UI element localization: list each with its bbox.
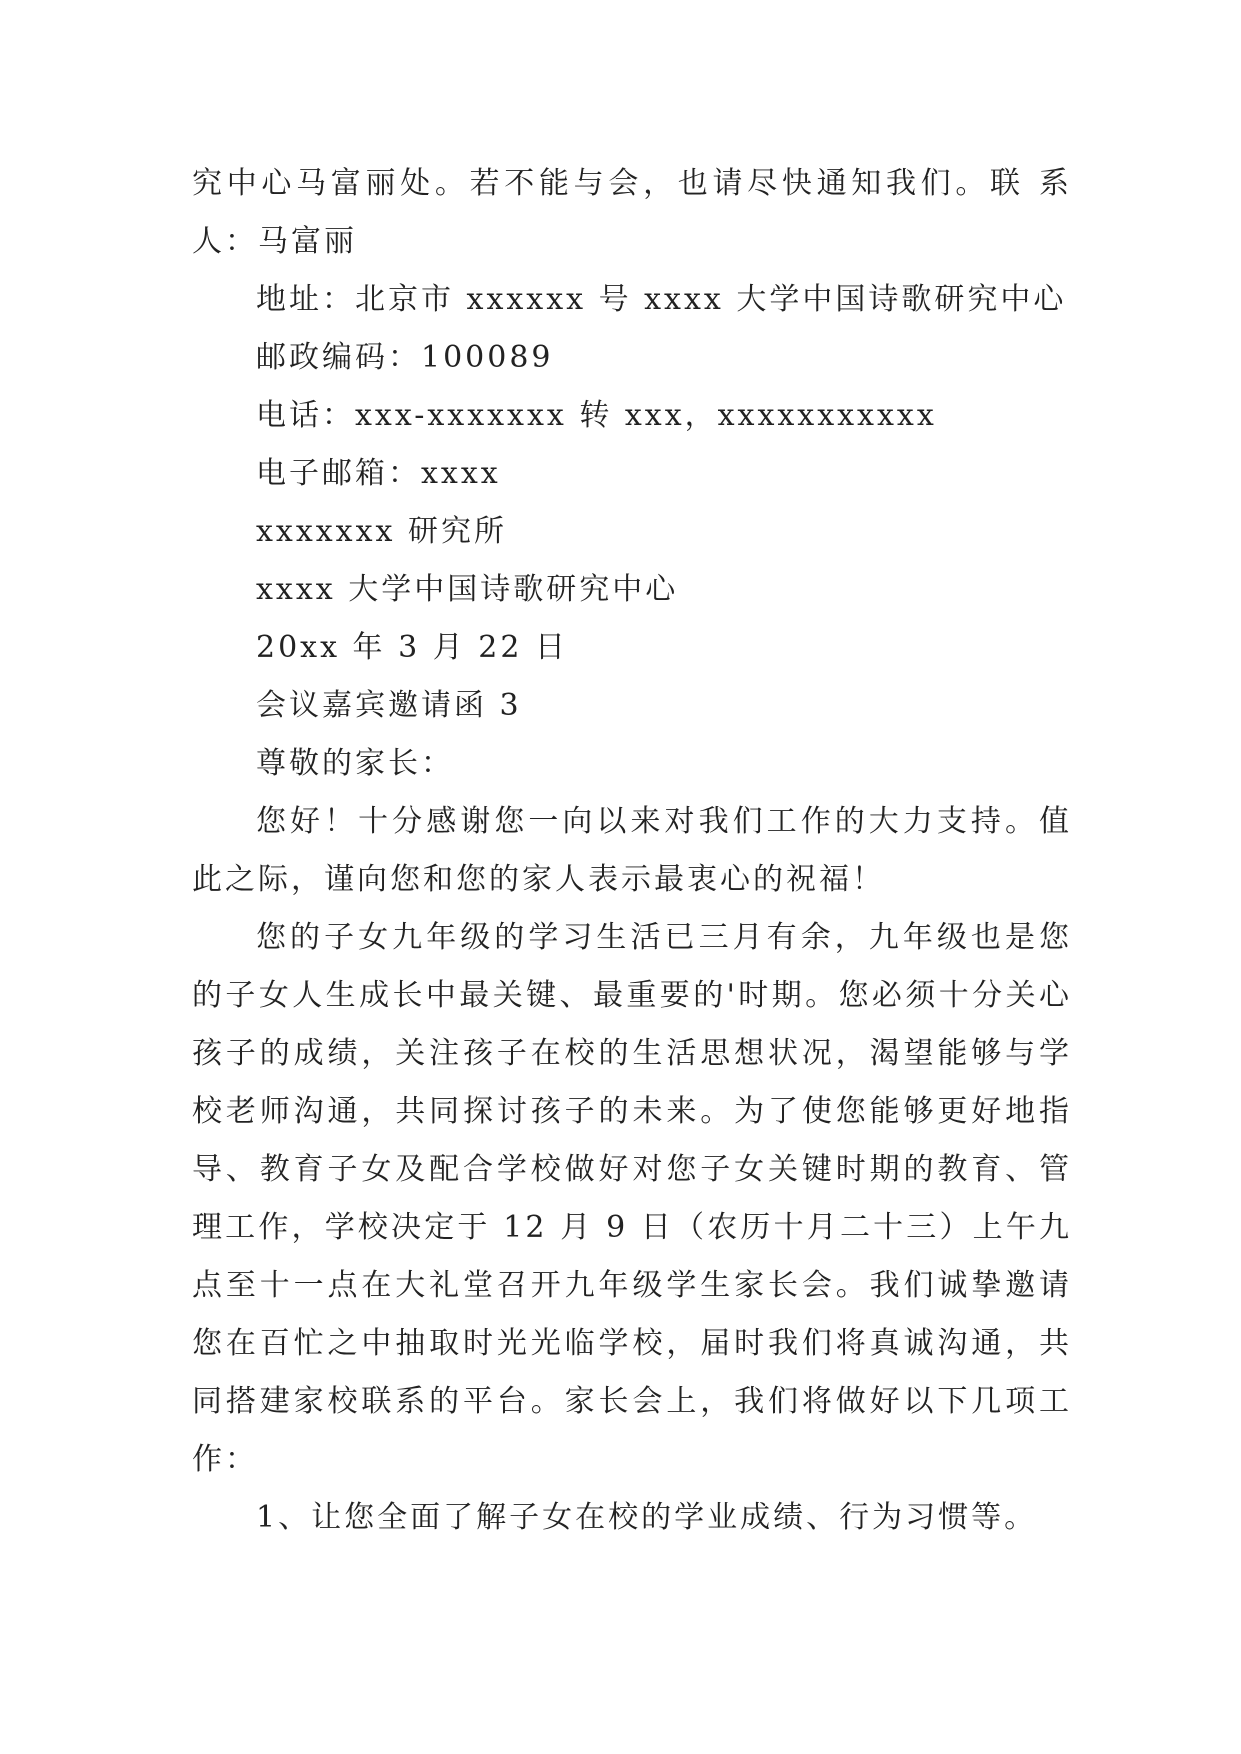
- document-body: [192, 155, 1072, 1547]
- paragraph-contact-continuation: 究中心马富丽处。若不能与会，也请尽快通知我们。联 系人：马富丽: [192, 166, 1072, 259]
- paragraph-email: 电子邮箱：xxxx: [256, 456, 501, 491]
- paragraph-item-1: 1、让您全面了解子女在校的学业成绩、行为习惯等。: [256, 1500, 1038, 1535]
- paragraph-date: 20xx 年 3 月 22 日: [256, 630, 568, 665]
- paragraph-salutation: 尊敬的家长：: [256, 746, 454, 781]
- paragraph-letter-title: 会议嘉宾邀请函 3: [256, 688, 522, 723]
- paragraph-greeting: 您好！十分感谢您一向以来对我们工作的大力支持。值此之际，谨向您和您的家人表示最衷心的祝福！: [192, 804, 1072, 897]
- paragraph-phone: 电话：xxx-xxxxxxx 转 xxx，xxxxxxxxxxx: [256, 398, 937, 433]
- paragraph-postal-code: 邮政编码：100089: [256, 340, 554, 375]
- paragraph-center: xxxx 大学中国诗歌研究中心: [256, 572, 679, 607]
- paragraph-main-body: 您的子女九年级的学习生活已三月有余，九年级也是您的子女人生成长中最关键、最重要的'时期。您必须十分关心孩子的成绩，关注孩子在校的生活思想状况，渴望能够与学校老师沟通，共同探讨孩子的未来。为了使您能够更好地指导、教育子女及配合学校做好对您子女关键时期的教育、管理工作，学校决定于 12 月 9 日（农历十月二十三）上午九点至十一点在大礼堂召开九年级学生家长会。我们诚挚邀请您在百忙之中抽取时光光临学校，届时我们将真诚沟通，共同搭建家校联系的平台。家长会上，我们将做好以下几项工作：: [192, 920, 1072, 1477]
- paragraph-institute: xxxxxxx 研究所: [256, 514, 507, 549]
- paragraph-address: 地址：北京市 xxxxxx 号 xxxx 大学中国诗歌研究中心: [256, 282, 1067, 317]
